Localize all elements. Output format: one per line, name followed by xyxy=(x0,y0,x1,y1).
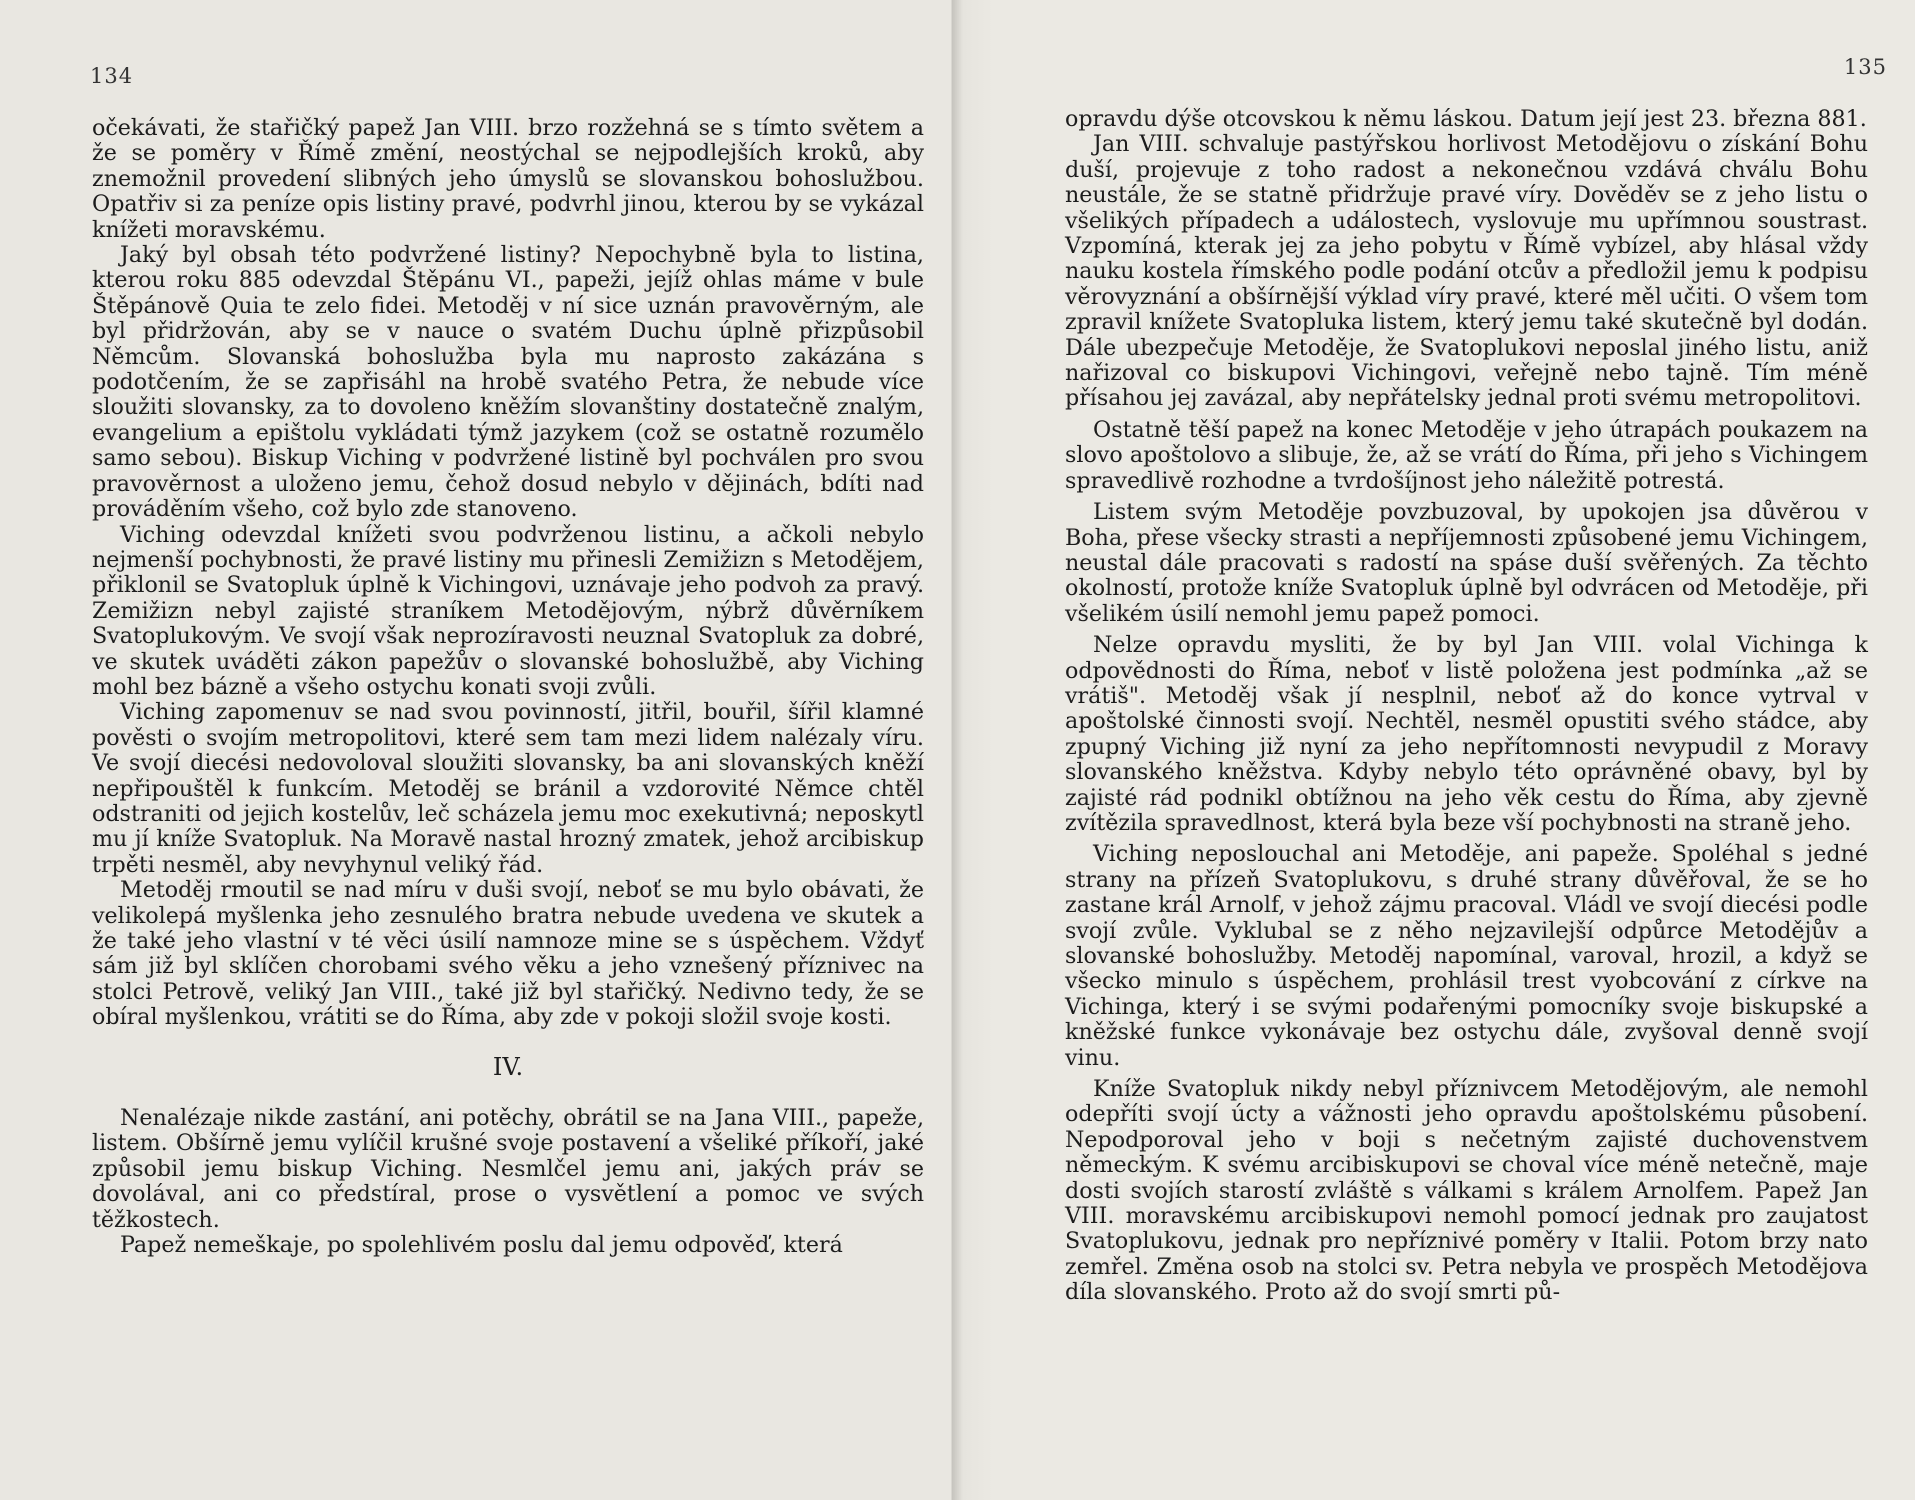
paragraph: očekávati, že stařičký papež Jan VIII. brzo rozžehná se s tímto světem a že se poměry v Římě změní, neostýchal se nejpodlejších kroků, aby znemožnil provedení slibných jeho úmyslů se slovanskou bohoslužbou. Opatřiv si za peníze opis listiny pravé, podvrhl jinou, kterou by se vykázal knížeti moravskému. xyxy=(92,115,924,243)
paragraph: Nelze opravdu mysliti, že by byl Jan VIII. volal Vichinga k odpovědnosti do Říma, neboť v listě položena jest podmínka „až se vrátiš". Metoděj však jí nesplnil, neboť až do konce vytrval v apoštolské činnosti svojí. Nechtěl, nesměl opustiti svého stádce, aby zpupný Viching již nyní za jeho nepřítomnosti nevypudil z Moravy slovanského kněžstva. Kdyby nebylo této oprávněné obavy, byl by zajisté rád podnikl obtížnou na jeho věk cestu do Říma, aby zjevně zvítězila spravedlnost, která byla beze vší pochybnosti na straně jeho. xyxy=(1065,632,1868,836)
paragraph: Jaký byl obsah této podvržené listiny? Nepochybně byla to listina, kterou roku 885 odevzdal Štěpánu VI., papeži, jejíž ohlas máme v bule Štěpánově Quia te zelo fidei. Metoděj v ní sice uznán pravověrným, ale byl přidržován, aby se v nauce o svatém Duchu úplně přizpůsobil Němcům. Slovanská bohoslužba byla mu naprosto zakázána s podotčením, že se zapřisáhl na hrobě svatého Petra, že nebude více sloužiti slovansky, za to dovoleno kněžím slovanštiny dostatečně znalým, evangelium a epištolu vykládati týmž jazykem (což se ostatně rozumělo samo sebou). Biskup Viching v podvržené listině byl pochválen pro svou pravověrnost a uloženo jemu, čehož dosud nebylo v dějinách, bdíti nad prováděním všeho, což bylo zde stanoveno. xyxy=(92,242,924,523)
left-page xyxy=(0,0,953,1500)
paragraph: Viching neposlouchal ani Metoděje, ani papeže. Spoléhal s jedné strany na přízeň Svatoplukovu, s druhé strany důvěřoval, že se ho zastane král Arnolf, v jehož zájmu pracoval. Vládl ve svojí diecési podle svojí zvůle. Vyklubal se z něho nejzavilejší odpůrce Metodějův a slovanské bohoslužby. Metoděj napomínal, varoval, hrozil, a když se všecko minulo s úspěchem, prohlásil trest vyobcování z církve na Vichinga, který i se svými podařenými pomocníky svoje biskupské a kněžské funkce vykonávaje bez ostychu dále, zvyšoval denně svojí vinu. xyxy=(1065,841,1868,1071)
paragraph: Nenalézaje nikde zastání, ani potěchy, obrátil se na Jana VIII., papeže, listem. Obšírně jemu vylíčil krušné svoje postavení a všeliké příkoří, jaké způsobil jemu biskup Viching. Nesmlčel jemu ani, jakých práv se dovolával, ani co předstíral, prose o vysvětlení a pomoc ve svých těžkostech. xyxy=(92,1105,924,1233)
paragraph: Viching odevzdal knížeti svou podvrženou listinu, a ačkoli nebylo nejmenší pochybnosti, že pravé listiny mu přinesli Zemižizn s Metodějem, přiklonil se Svatopluk úplně k Vichingovi, uznávaje jeho podvoh za pravý. Zemižizn nebyl zajisté straníkem Metodějovým, nýbrž důvěrníkem Svatoplukovým. Ve svojí však neprozíravosti neuznal Svatopluk za dobré, ve skutek uváděti zákon papežův o slovanské bohoslužbě, aby Viching mohl bez bázně a všeho ostychu konati svoji zvůli. xyxy=(92,521,924,700)
section-heading: IV. xyxy=(492,1052,524,1081)
page-number: 135 xyxy=(1843,55,1887,79)
right-page xyxy=(953,0,1915,1500)
page-text xyxy=(1065,107,1868,1306)
paragraph: opravdu dýše otcovskou k němu láskou. Datum její jest 23. března 881. xyxy=(1065,106,1867,132)
paragraph: Kníže Svatopluk nikdy nebyl příznivcem Metodějovým, ale nemohl odepříti svojí úcty a vážnosti jeho opravdu apoštolskému působení. Nepodporoval jeho v boji s nečetným zajisté duchovenstvem německým. K svému arcibiskupovi se choval více méně netečně, maje dosti svojích starostí zvláště s válkami s králem Arnolfem. Papež Jan VIII. moravskému arcibiskupovi nemohl pomocí jednak pro zaujatost Svatoplukovu, jednak pro nepříznivé poměry v Italii. Potom brzy nato zemřel. Změna osob na stolci sv. Petra nebyla ve prospěch Metodějova díla slovanského. Proto až do svojí smrti pů- xyxy=(1065,1076,1868,1306)
paragraph: Listem svým Metoděje povzbuzoval, by upokojen jsa důvěrou v Boha, přese všecky strasti a nepříjemnosti způsobené jemu Vichingem, neustal dále pracovati s radostí na spáse duší svěřených. Za těchto okolností, protože kníže Svatopluk úplně byl odvrácen od Metoděje, při všelikém úsilí nemohl jemu papež pomoci. xyxy=(1065,499,1868,627)
paragraph: Viching zapomenuv se nad svou povinností, jitřil, bouřil, šířil klamné pověsti o svojím metropolitovi, které sem tam mezi lidem nalézaly víru. Ve svojí diecési nedovoloval sloužiti slovansky, ba ani slovanských kněží nepřipouštěl k funkcím. Metoděj se bránil a vzdorovité Němce chtěl odstraniti od jejich kostelův, leč scházela jemu moc exekutivná; neposkytl mu jí kníže Svatopluk. Na Moravě nastal hrozný zmatek, jehož arcibiskup trpěti nesměl, aby nevyhynul veliký řád. xyxy=(92,699,924,878)
paragraph: Metoděj rmoutil se nad míru v duši svojí, neboť se mu bylo obávati, že velikolepá myšlenka jeho zesnulého bratra nebude uvedena ve skutek a že také jeho vlastní v té věci úsilí namnoze mine se s úspěchem. Vždyť sám již byl sklíčen chorobami svého věku a jeho vznešený příznivec na stolci Petrově, veliký Jan VIII., také již byl stařičký. Nedivno tedy, že se obíral myšlenkou, vrátiti se do Říma, aby zde v pokoji složil svoje kosti. xyxy=(92,877,924,1031)
paragraph: Papež nemeškaje, po spolehlivém poslu dal jemu odpověď, která xyxy=(120,1232,843,1259)
paragraph: Jan VIII. schvaluje pastýřskou horlivost Metodějovu o získání Bohu duší, projevuje z toho radost a nekonečnou vzdává chválu Bohu neustále, že se statně přidržuje pravé víry. Dověděv se z jeho listu o všelikých případech a událostech, vyslovuje mu upřímnou soustrast. Vzpomíná, kterak jej za jeho pobytu v Římě vybízel, aby hlásal vždy nauku kostela římského podle podání otcův a předložil jemu k podpisu věrovyznání a obšírnější výklad víry pravé, které měl učiti. O všem tom zpravil knížete Svatopluka listem, který jemu také skutečně byl dodán. Dále ubezpečuje Metoděje, že Svatoplukovi neposlal jiného listu, aniž nařizoval co biskupovi Vichingovi, veřejně nebo tajně. Tím méně přísahou jej zavázal, aby nepřátelsky jednal proti svému metropolitovi. xyxy=(1065,131,1868,412)
page-number: 134 xyxy=(90,64,134,88)
page-text xyxy=(92,116,924,1258)
paragraph: Ostatně těší papež na konec Metoděje v jeho útrapách poukazem na slovo apoštolovo a slibuje, že, až se vrátí do Říma, při jeho s Vichingem spravedlivě rozhodne a tvrdošíjnost jeho náležitě potrestá. xyxy=(1065,416,1868,494)
